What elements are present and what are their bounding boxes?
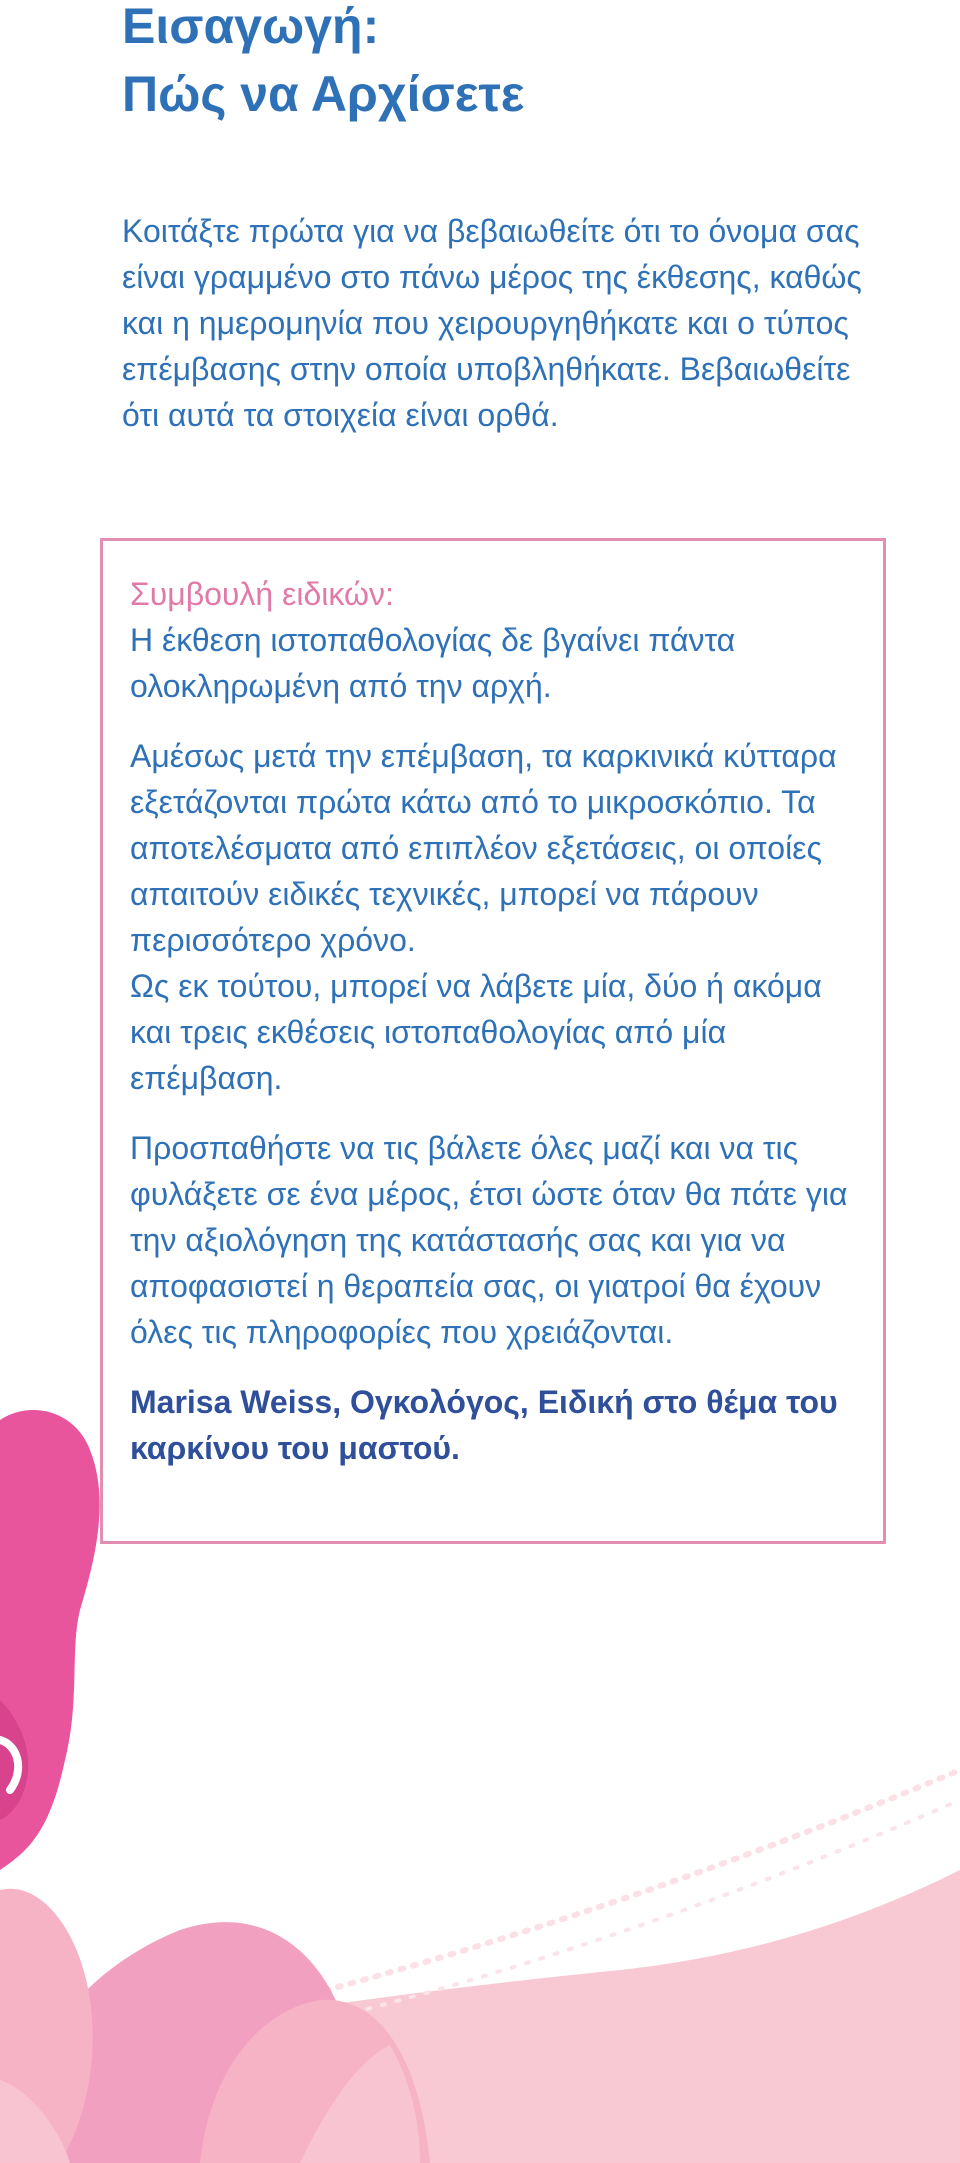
- page-heading: [122, 0, 525, 128]
- tip-paragraph-4: Προσπαθήστε να τις βάλετε όλες μαζί και να τις φυλάξετε σε ένα μέρος, έτσι ώστε όταν θα πάτε για την αξιολόγηση της κατάστασής σας και για να αποφασιστεί η θεραπεία σας, οι γιατροί θα έχουν όλες τις πληροφορίες που χρειάζονται.: [130, 1130, 848, 1350]
- intro-paragraph: Κοιτάξτε πρώτα για να βεβαιωθείτε ότι το όνομα σας είναι γραμμένο στο πάνω μέρος της έκθεσης, καθώς και η ημερομηνία που χειρουργηθήκατε και ο τύπος επέμβασης στην οποία υποβληθήκατε. Βεβαιωθείτε ότι αυτά τα στοιχεία είναι ορθά.: [122, 213, 862, 433]
- tip-author: Marisa Weiss, Ογκολόγος, Ειδική στο θέμα του καρκίνου του μαστού.: [130, 1384, 838, 1466]
- expert-tip-box: [100, 538, 886, 1544]
- tip-paragraph-3: Ως εκ τούτου, μπορεί να λάβετε μία, δύο ή ακόμα και τρεις εκθέσεις ιστοπαθολογίας από μία επέμβαση.: [130, 968, 822, 1096]
- tip-title: Συμβουλή ειδικών:: [130, 576, 394, 612]
- tip-paragraph-2: Αμέσως μετά την επέμβαση, τα καρκινικά κύτταρα εξετάζονται πρώτα κάτω από το μικροσκόπιο. Τα αποτελέσματα από επιπλέον εξετάσεις, οι οποίες απαιτούν ειδικές τεχνικές, μπορεί να πάρουν περισσότερο χρόνο.: [130, 738, 837, 958]
- tip-intro-text: Η έκθεση ιστοπαθολογίας δε βγαίνει πάντα ολοκληρωμένη από την αρχή.: [130, 622, 736, 704]
- heading-line-2: Πώς να Αρχίσετε: [122, 66, 525, 122]
- tip-paragraph-1: [130, 571, 859, 709]
- heading-line-1: Εισαγωγή:: [122, 0, 380, 54]
